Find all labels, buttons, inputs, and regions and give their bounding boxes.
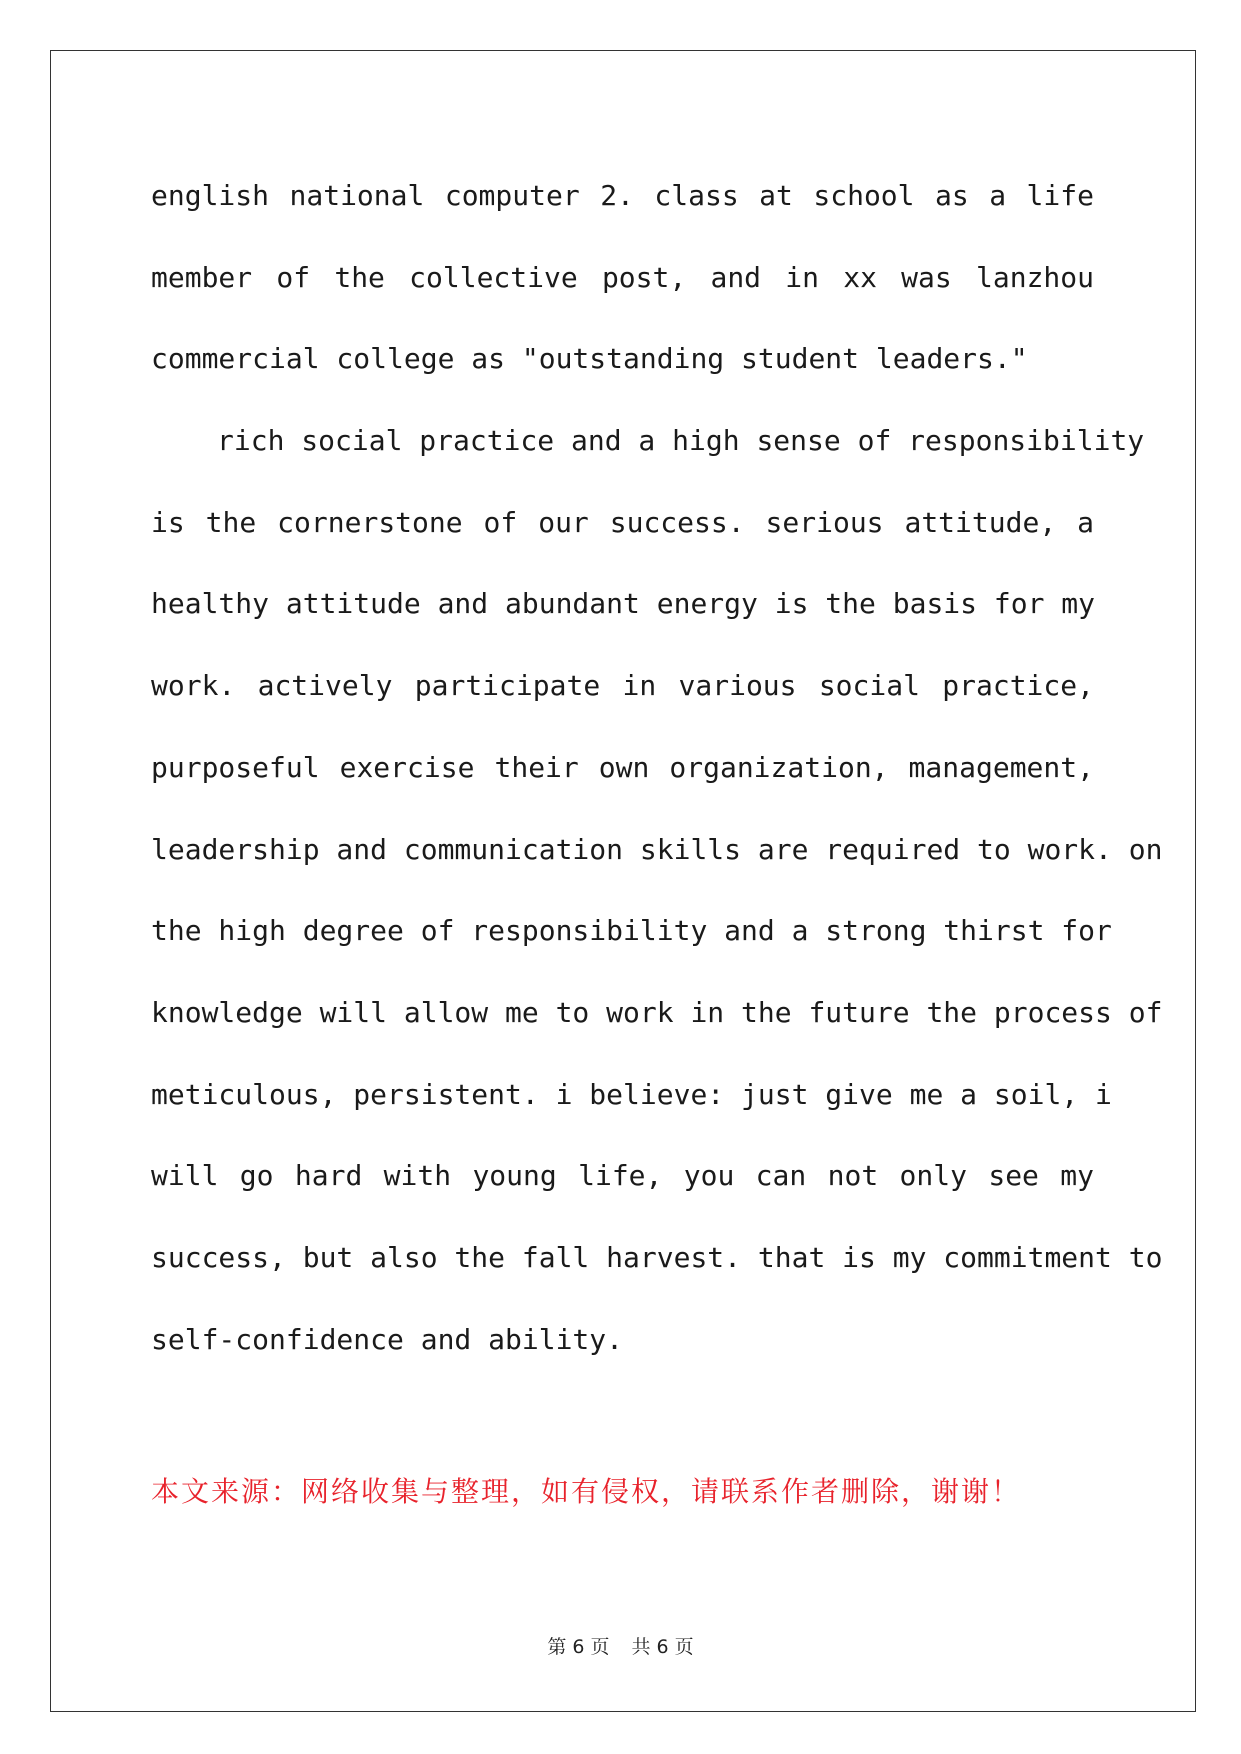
text-line: leadership and communication skills are required to work. on [151, 832, 1163, 866]
text-line: success, but also the fall harvest. that is my commitment to [151, 1240, 1163, 1274]
body-text [151, 155, 1163, 1380]
text-line: self-confidence and ability. [151, 1322, 624, 1356]
text-line: english national computer 2. class at school as a life [151, 179, 1094, 212]
text-line: knowledge will allow me to work in the future the process of [151, 995, 1163, 1029]
source-notice: 本文来源：网络收集与整理，如有侵权，请联系作者删除，谢谢！ [151, 1475, 1022, 1508]
text-line: the high degree of responsibility and a strong thirst for [151, 914, 1112, 948]
text-line: will go hard with young life, you can not only see my [151, 1159, 1094, 1193]
text-line: meticulous, persistent. i believe: just give me a soil, i [151, 1077, 1112, 1111]
text-line: healthy attitude and abundant energy is the basis for my [151, 587, 1096, 621]
text-line: is the cornerstone of our success. serious attitude, a [151, 505, 1094, 539]
text-line: member of the collective post, and in xx was lanzhou [151, 260, 1094, 294]
text-line: commercial college as "outstanding student leaders." [151, 342, 1028, 376]
page-number: 第 6 页 [547, 1636, 610, 1658]
page-footer [0, 1632, 1241, 1659]
text-line: purposeful exercise their own organization, management, [151, 750, 1094, 784]
paragraph-start-line: rich social practice and a high sense of responsibility [217, 424, 1145, 458]
page-total: 共 6 页 [631, 1636, 694, 1658]
text-line: work. actively participate in various social practice, [151, 669, 1094, 703]
